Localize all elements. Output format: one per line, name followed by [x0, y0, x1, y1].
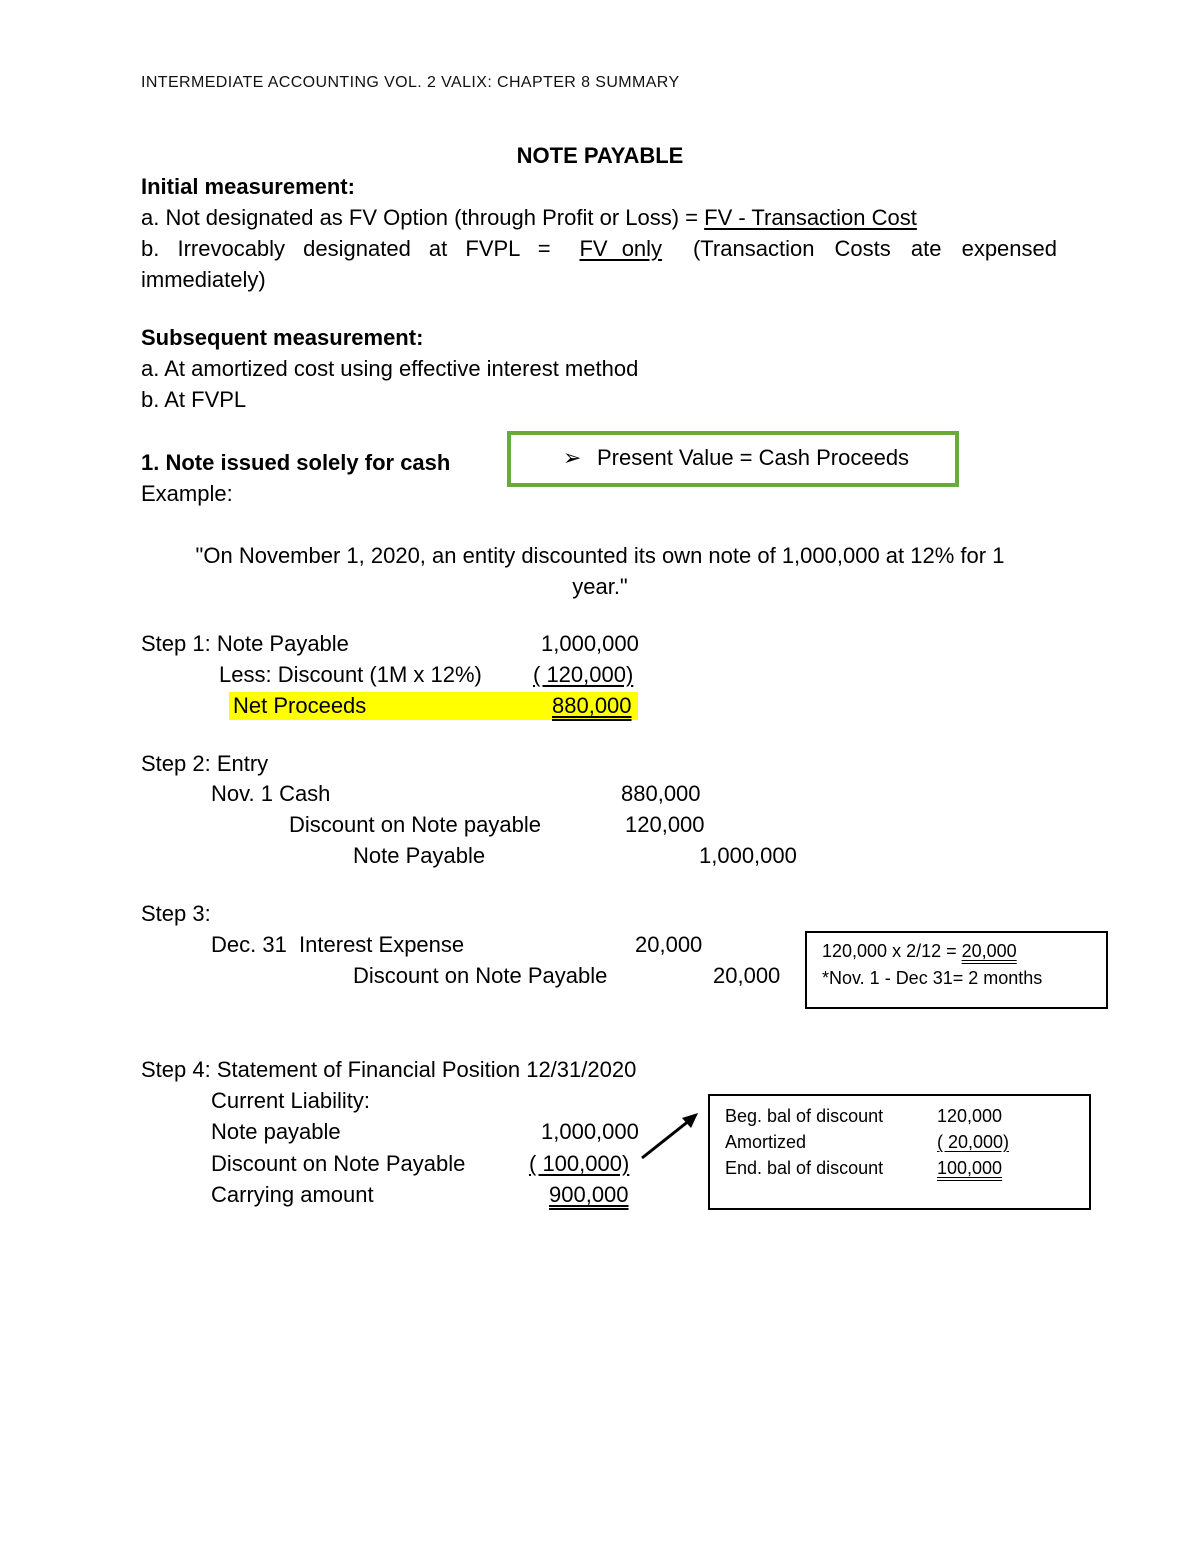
- step1-less-value: ( 120,000): [533, 662, 634, 687]
- subsequent-measurement-a: a. At amortized cost using effective interest method: [141, 356, 639, 381]
- amortization-formula-text: 120,000 x 2/12 =: [822, 941, 962, 961]
- step1-net-value: 880,000: [552, 693, 632, 718]
- present-value-callout: [507, 431, 959, 487]
- amortized-value: ( 20,000): [937, 1132, 1010, 1152]
- initial-b-prefix: b. Irrevocably designated at FVPL =: [141, 236, 569, 261]
- step4-note-label: Note payable: [211, 1119, 341, 1144]
- initial-a-text: a. Not designated as FV Option (through Profit or Loss) =: [141, 205, 705, 230]
- page-title: NOTE PAYABLE: [516, 143, 684, 168]
- amortization-period-note: *Nov. 1 - Dec 31= 2 months: [822, 968, 1043, 988]
- step1-label: Step 1: Note Payable: [141, 631, 349, 656]
- example-quote-line-2: year.": [572, 574, 628, 599]
- present-value-text: Present Value = Cash Proceeds: [597, 445, 910, 470]
- step4-carrying-value: 900,000: [549, 1182, 629, 1207]
- arrow-icon: [636, 1108, 706, 1168]
- step1-less-label: Less: Discount (1M x 12%): [219, 662, 482, 687]
- initial-measurement-heading: Initial measurement:: [141, 174, 355, 199]
- step2-cash-account: Nov. 1 Cash: [211, 781, 331, 806]
- step2-note-account: Note Payable: [353, 843, 486, 868]
- initial-b-underlined: FV only: [579, 236, 663, 261]
- step3-interest-debit: 20,000: [635, 932, 703, 957]
- amortization-computation-box: [805, 931, 1108, 1009]
- step4-discount-value: ( 100,000): [529, 1151, 630, 1176]
- initial-b-suffix: (Transaction Costs ate expensed: [672, 236, 1057, 261]
- beg-bal-label: Beg. bal of discount: [725, 1106, 884, 1126]
- step4-note-value: 1,000,000: [541, 1119, 639, 1144]
- discount-balance-box: [708, 1094, 1091, 1210]
- step2-note-credit: 1,000,000: [699, 843, 797, 868]
- step4-current-liability: Current Liability:: [211, 1088, 370, 1113]
- step1-note-value: 1,000,000: [541, 631, 639, 656]
- initial-measurement-a: [141, 204, 917, 232]
- step2-discount-account: Discount on Note payable: [289, 812, 541, 837]
- page-header: INTERMEDIATE ACCOUNTING VOL. 2 VALIX: CHAPTER 8 SUMMARY: [141, 74, 680, 91]
- subsequent-measurement-heading: Subsequent measurement:: [141, 325, 424, 350]
- subsequent-measurement-b: b. At FVPL: [141, 387, 247, 412]
- amortized-label: Amortized: [725, 1132, 807, 1152]
- step3-interest-account: Dec. 31 Interest Expense: [211, 932, 465, 957]
- example-label: Example:: [141, 481, 233, 506]
- arrow-bullet-icon: ➢: [563, 445, 582, 470]
- arrow-shaft: [642, 1120, 690, 1158]
- step1-net-label: Net Proceeds: [233, 693, 367, 718]
- beg-bal-value: 120,000: [937, 1106, 1003, 1126]
- initial-measurement-b-continued: immediately): [141, 267, 266, 292]
- step3-discount-account: Discount on Note Payable: [353, 963, 608, 988]
- step4-discount-label: Discount on Note Payable: [211, 1151, 466, 1176]
- amortization-formula-value: 20,000: [961, 941, 1017, 961]
- initial-measurement-b: [141, 235, 1057, 263]
- initial-a-underlined: FV - Transaction Cost: [704, 205, 917, 230]
- step2-discount-debit: 120,000: [625, 812, 705, 837]
- step3-label: Step 3:: [141, 901, 211, 926]
- amortization-formula: [822, 939, 1017, 963]
- end-bal-value: 100,000: [937, 1158, 1003, 1178]
- example-quote-line-1: "On November 1, 2020, an entity discounted its own note of 1,000,000 at 12% for 1: [195, 543, 1005, 568]
- step2-cash-debit: 880,000: [621, 781, 701, 806]
- end-bal-label: End. bal of discount: [725, 1158, 884, 1178]
- step4-label: Step 4: Statement of Financial Position 12/31/2020: [141, 1057, 637, 1082]
- section-1-heading: 1. Note issued solely for cash: [141, 450, 451, 475]
- step4-carrying-label: Carrying amount: [211, 1182, 374, 1207]
- step3-discount-credit: 20,000: [713, 963, 781, 988]
- step2-label: Step 2: Entry: [141, 751, 269, 776]
